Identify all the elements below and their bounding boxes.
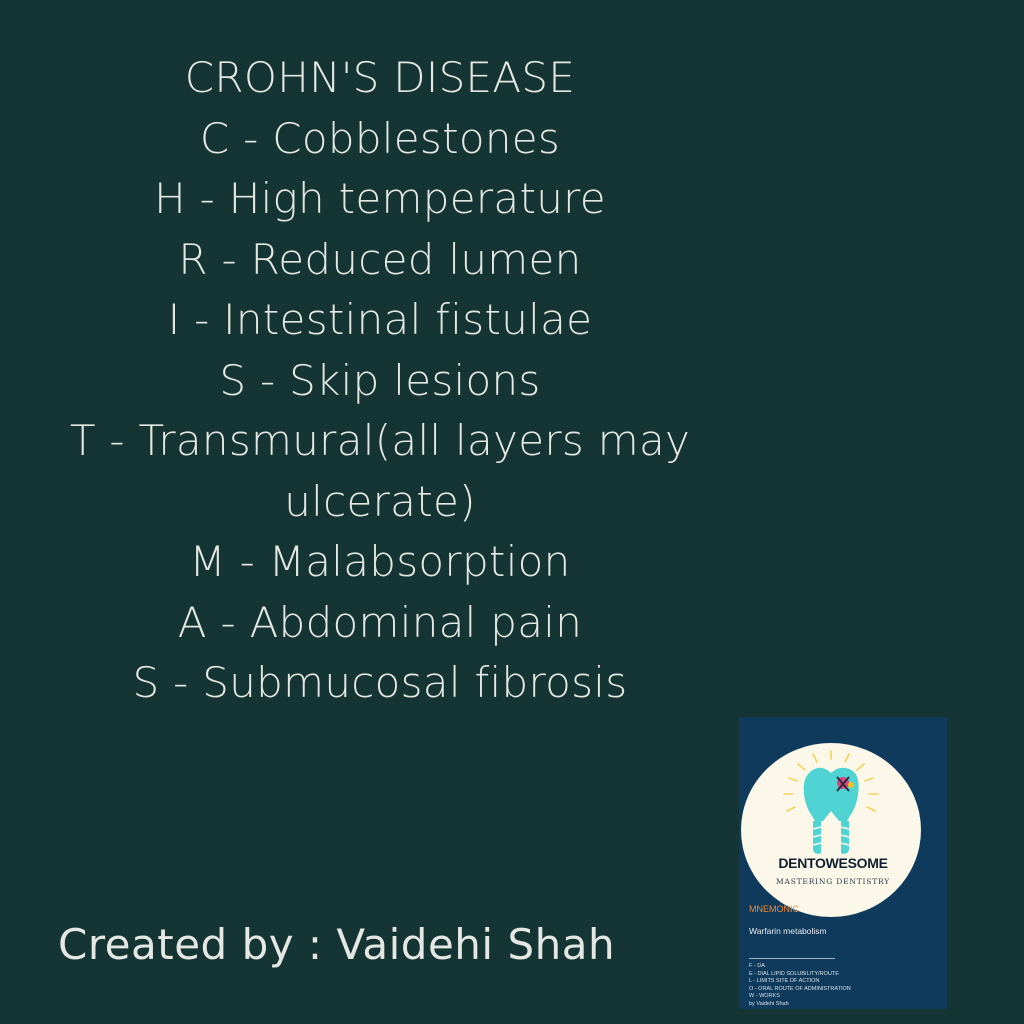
mnemonic-line: M - Malabsorption [189,537,571,586]
mnemonic-block [0,48,760,714]
tooth-logo-icon [769,749,893,861]
mnemonic-line: I - Intestinal fistulae [167,295,593,344]
mnemonic-line: H - High temperature [154,174,606,223]
mnemonic-line: T - Transmural(all layers may [69,416,691,465]
badge-fine-print [749,963,939,1008]
mnemonic-line: A - Abdominal pain [177,597,583,647]
mnemonic-line: R - Reduced lumen [178,234,582,284]
brand-name: DENTOWESOME [778,855,888,871]
fine-print-line: by Vaidehi Shah [749,1000,789,1007]
mnemonic-title: CROHN'S DISEASE [184,53,576,102]
mnemonic-line: C - Cobblestones [199,113,561,163]
mnemonic-line: S - Skip lesions [219,355,541,405]
dentowesome-badge [739,717,947,1009]
badge-label: MNEMONIC [749,904,799,914]
fine-print-line: W - WORKS [749,993,780,999]
author-credit: Created by : Vaidehi Shah [58,920,616,969]
mnemonic-line: S - Submucosal fibrosis [132,658,628,707]
fine-print-line: O - ORAL ROUTE OF ADMINISTRATION [749,985,851,992]
fine-print-line: F - DA [749,963,765,969]
badge-topic: Warfarin metabolism [749,926,827,936]
logo-circle [741,743,921,917]
fine-print-line: L - LIMITS SITE OF ACTION [749,978,820,984]
fine-print-line: E - DIAL LIPID SOLUBILITY/ROUTE [749,970,839,977]
mnemonic-line: ulcerate) [284,476,476,526]
brand-tagline: MASTERING DENTISTRY [776,877,890,886]
divider [749,958,835,959]
